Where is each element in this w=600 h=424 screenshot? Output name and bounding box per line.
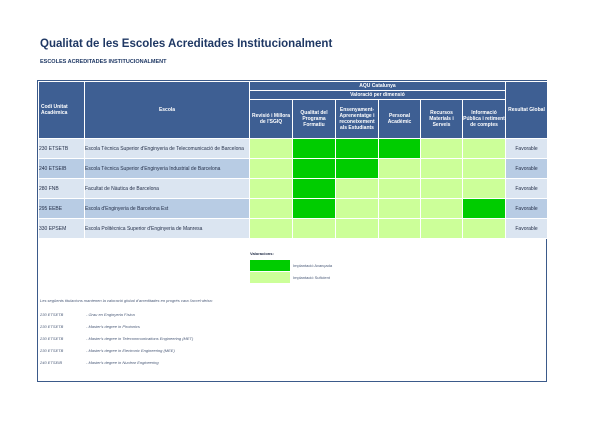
note-code: 230 ETSETB [40,312,64,317]
row-school-name: Escola Politècnica Superior d'Enginyeria de Manresa [85,219,250,239]
row-school-name: Escola d'Enginyeria de Barcelona Est [85,199,250,219]
rating-cell [463,179,506,199]
note-text: - Master's degree in Telecommunications Engineering (MET) [86,336,194,341]
table-row [39,179,548,199]
notes-intro: Les següents titulacions mantenen la valoració global d'acreditades en progrés cara l'accel·deixa: [40,298,213,303]
row-code: 240 ETSEIB [39,159,85,179]
rating-cell [336,139,379,159]
rating-cell [336,219,379,239]
rating-cell [250,159,293,179]
legend-label-advanced: Implantació Avançada [293,263,333,268]
header-dimension: Personal Acadèmic [379,100,421,139]
row-code: 230 ETSETB [39,139,85,159]
header-code: Codi Unitat Acadèmica [39,82,85,139]
table-row [39,139,548,159]
rating-cell [379,199,421,219]
legend-label-sufficient: Implantació Suficient [293,275,330,280]
rating-cell [336,199,379,219]
rating-cell [421,179,463,199]
note-text: - Master's degree in Electronic Engineering (MEE) [86,348,175,353]
header-dimension: Recursos Materials i Serveis [421,100,463,139]
rating-cell [379,219,421,239]
header-dimension: Revisió i Millora de l'SGIQ [250,100,293,139]
header-dimension: Qualitat del Programa Formatiu [293,100,336,139]
row-school-name: Escola Tècnica Superior d'Enginyeria Industrial de Barcelona [85,159,250,179]
header-dimension: Ensenyament-Aprenentatge i reconeixement als Estudiants [336,100,379,139]
rating-cell [293,219,336,239]
row-result: Favorable [506,199,548,219]
rating-cell [421,219,463,239]
page-title: Qualitat de les Escoles Acreditades Institucionalment [40,38,333,50]
header-agency: AQU Catalunya [250,82,506,91]
rating-cell [250,139,293,159]
row-school-name: Escola Tècnica Superior d'Enginyeria de Telecomunicació de Barcelona [85,139,250,159]
row-result: Favorable [506,219,548,239]
legend-swatch-sufficient [250,272,290,283]
table-row [39,159,548,179]
rating-cell [421,199,463,219]
rating-cell [463,139,506,159]
table-row [39,199,548,219]
rating-cell [463,199,506,219]
page-subtitle: ESCOLES ACREDITADES INSTITUCIONALMENT [40,59,167,65]
note-code: 230 ETSETB [40,336,64,341]
note-code: 230 ETSETB [40,348,64,353]
table-row [39,219,548,239]
rating-cell [463,219,506,239]
rating-cell [463,159,506,179]
rating-cell [379,179,421,199]
header-assessment: Valoració per dimensió [250,91,506,100]
rating-cell [293,139,336,159]
rating-cell [421,139,463,159]
rating-cell [336,179,379,199]
note-text: - Master's degree in Photonics [86,324,140,329]
row-code: 280 FNB [39,179,85,199]
header-school: Escola [85,82,250,139]
rating-cell [250,199,293,219]
rating-cell [379,139,421,159]
rating-cell [250,179,293,199]
note-text: - Grau en Enginyeria Física [86,312,135,317]
row-result: Favorable [506,139,548,159]
quality-table [38,81,548,239]
rating-cell [293,159,336,179]
rating-cell [336,159,379,179]
row-school-name: Facultat de Nàutica de Barcelona [85,179,250,199]
rating-cell [293,179,336,199]
note-code: 230 ETSETB [40,324,64,329]
row-code: 295 EEBE [39,199,85,219]
row-result: Favorable [506,179,548,199]
header-dimension: Informació Pública i retiment de comptes [463,100,506,139]
row-code: 330 EPSEM [39,219,85,239]
header-result: Resultat Global [506,82,548,139]
note-code: 240 ETSEIB [40,360,63,365]
note-text: - Master's degree in Nuclear Engineering [86,360,159,365]
legend-swatch-advanced [250,260,290,271]
legend-title: Valoracions: [250,251,274,256]
rating-cell [379,159,421,179]
rating-cell [421,159,463,179]
rating-cell [293,199,336,219]
row-result: Favorable [506,159,548,179]
rating-cell [250,219,293,239]
